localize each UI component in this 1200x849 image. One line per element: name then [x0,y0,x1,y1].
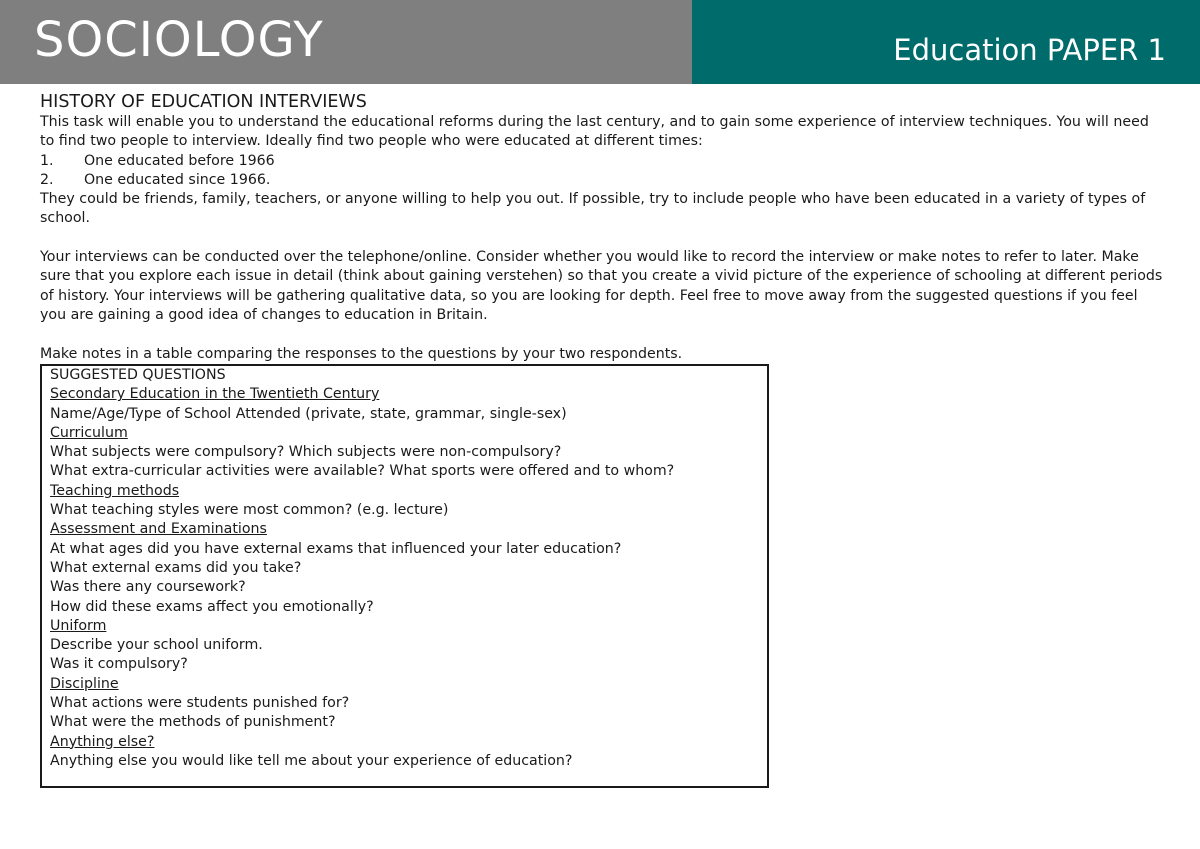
question-item: Was there any coursework? [50,579,246,596]
question-item: What actions were students punished for? [50,695,350,712]
list-item [40,152,1165,171]
question-item: Was it compulsory? [50,656,188,673]
question-item: What extra-curricular activities were available? What sports were offered and to whom? [50,463,675,480]
list-number: 2. [40,171,54,188]
list-item [40,171,1165,190]
section-heading: Anything else? [50,733,155,750]
suggested-questions-box [40,364,769,788]
page-title: HISTORY OF EDUCATION INTERVIEWS [40,92,367,112]
intro-paragraph: This task will enable you to understand the educational reforms during the last century, and to gain some experience of interview techniques. You will need to find two people to interview. Ideally find two people who were educated at different times: [40,114,1149,150]
section-heading: Discipline [50,675,119,692]
question-item: What external exams did you take? [50,559,302,576]
intro-paragraph: They could be friends, family, teachers, or anyone willing to help you out. If possible, try to include people who have been educated in a variety of types of school. [40,191,1146,227]
section-heading: Secondary Education in the Twentieth Century [50,386,380,403]
list-text: One educated before 1966 [84,152,275,169]
question-item: Describe your school uniform. [50,637,263,654]
interview-instructions: Your interviews can be conducted over the telephone/online. Consider whether you would like to record the interview or make notes to refer to later. Make sure that you explore each issue in detail (think about gaining verstehen) so that you create a vivid picture of the experience of schooling at different periods of history. Your interviews will be gathering qualitative data, so you are looking for depth. Feel free to move away from the suggested questions if you feel you are gaining a good idea of changes to education in Britain. [40,249,1163,323]
paper-title: Education PAPER 1 [893,33,1166,67]
section-heading: Teaching methods [50,482,180,499]
question-item: What teaching styles were most common? (e.g. lecture) [50,502,449,519]
list-number: 1. [40,152,54,169]
intro-section [40,92,1165,364]
question-item: Name/Age/Type of School Attended (private, state, grammar, single-sex) [50,405,567,422]
question-item: What subjects were compulsory? Which subjects were non-compulsory? [50,444,562,461]
header-paper-banner [692,0,1200,84]
question-item: How did these exams affect you emotionally? [50,598,374,615]
question-item: What were the methods of punishment? [50,714,336,731]
questions-title: SUGGESTED QUESTIONS [50,367,226,383]
header-subject-banner [0,0,692,84]
notes-instruction: Make notes in a table comparing the responses to the questions by your two respondents. [40,345,683,362]
list-text: One educated since 1966. [84,171,271,188]
section-heading: Uniform [50,617,107,634]
subject-title: SOCIOLOGY [34,12,324,68]
question-item: Anything else you would like tell me about your experience of education? [50,752,573,769]
section-heading: Assessment and Examinations [50,521,267,538]
section-heading: Curriculum [50,424,128,441]
question-item: At what ages did you have external exams that influenced your later education? [50,540,622,557]
